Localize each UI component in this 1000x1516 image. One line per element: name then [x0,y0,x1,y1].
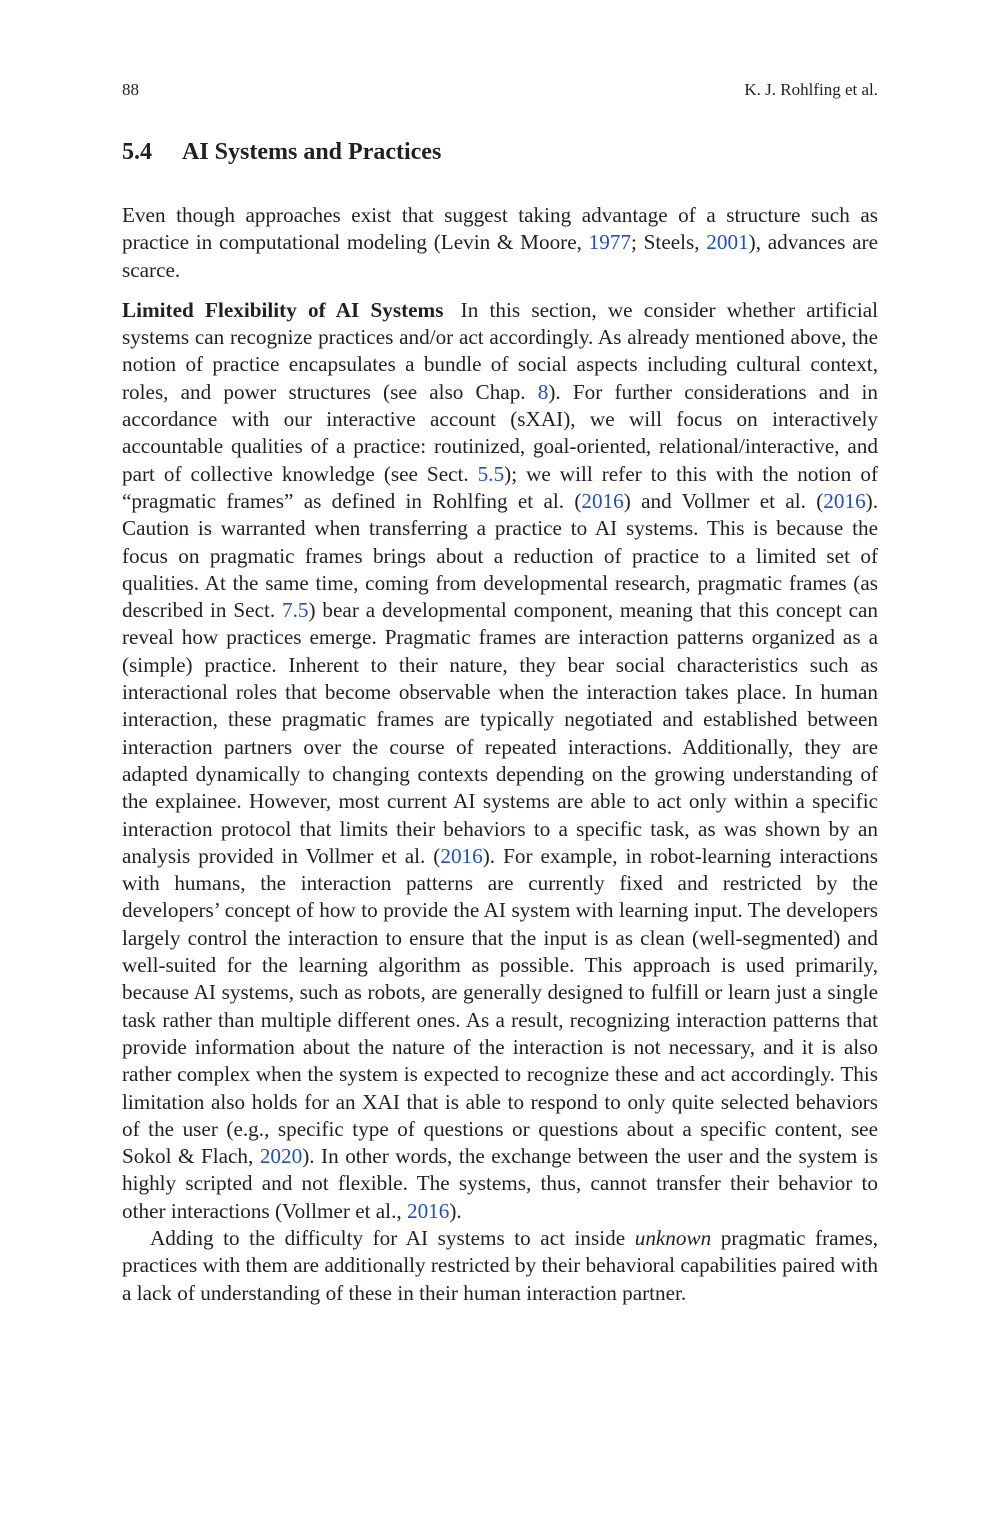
citation-link[interactable]: 1977 [588,230,632,255]
run-in-heading: Limited Flexibility of AI Systems [122,297,444,322]
emphasis: unknown [634,1225,712,1250]
running-head-authors: K. J. Rohlfing et al. [744,80,878,99]
paragraph-intro: Even though approaches exist that suggest taking advantage of a structure such as practice in computational modeling (Levin & Moore, 1977; Steels, 2001), advances are scarce. [122,203,879,282]
citation-link[interactable]: 2016 [440,843,483,868]
paragraph-adding: Adding to the difficulty for AI systems to act inside unknown pragmatic frames, practices with them are additionally restricted by their behavioral capabilities paired with a lack of understanding of these in their human interaction partner. [122,1225,878,1305]
section-title: AI Systems and Practices [182,139,442,165]
section-number: 5.4 [122,139,152,165]
citation-link[interactable]: 2020 [259,1144,303,1169]
section-heading [122,137,441,167]
section-link[interactable]: 7.5 [282,598,309,623]
citation-link[interactable]: 2016 [823,488,866,513]
section-link[interactable]: 5.5 [477,461,505,486]
citation-link[interactable]: 2001 [706,230,749,255]
citation-link[interactable]: 2016 [406,1198,450,1223]
body-text [122,202,878,1307]
page-number: 88 [122,80,139,99]
paragraph-limited-flexibility: Limited Flexibility of AI Systems In this section, we consider whether artificial systems can recognize practices and/or act accordingly. As already mentioned above, the notion of practice encapsulates a bundle of social aspects including cultural context, roles, and power structures (see also Chap. 8). For further considerations and in accordance with our interactive account (sXAI), we will focus on interactively accountable qualities of a practice: routinized, goal-oriented, relational/interactive, and part of collective knowledge (see Sect. 5.5); we will refer to this with the notion of “pragmatic frames” as defined in Rohlfing et al. (2016) and Vollmer et al. (2016). Caution is warranted when transferring a practice to AI systems. This is because the focus on pragmatic frames brings about a reduction of practice to a limited set of qualities. At the same time, coming from developmental research, pragmatic frames (as described in Sect. 7.5) bear a developmental component, meaning that this concept can reveal how practices emerge. Pragmatic frames are interaction patterns organized as a (simple) practice. Inherent to their nature, they bear social characteristics such as interactional roles that become observable when the interaction takes place. In human interaction, these pragmatic frames are typically negotiated and established between interaction partners over the course of repeated interactions. Additionally, they are adapted dynamically to changing contexts depending on the growing understanding of the explainee. However, most current AI systems are able to act only within a specific interaction protocol that limits their behaviors to a specific task, as was shown by an analysis provided in Vollmer et al. (2016). For example, in robot-learning interactions with humans, the interaction patterns are currently fixed and restricted by the developers’ concept of how to provide the AI system with learning input. The developers largely control the interaction to ensure that the input is as clean (well-segmented) and well-suited for the learning algorithm as possible. This approach is used primarily, because AI systems, such as robots, are generally designed to fulfill or learn just a single task rather than multiple different ones. As a result, recognizing interaction patterns that provide information about the nature of the interaction is not necessary, and it is also rather complex when the system is expected to recognize these and act accordingly. This limitation also holds for an XAI that is able to respond to only quite selected behaviors of the user (e.g., specific type of questions or questions about a specific content, see Sokol & Flach, 2020). In other words, the exchange between the user and the system is highly scripted and not flexible. The systems, thus, cannot transfer their behavior to other interactions (Vollmer et al., 2016). [122,297,879,1223]
chapter-link[interactable]: 8 [537,379,549,404]
citation-link[interactable]: 2016 [581,488,624,513]
